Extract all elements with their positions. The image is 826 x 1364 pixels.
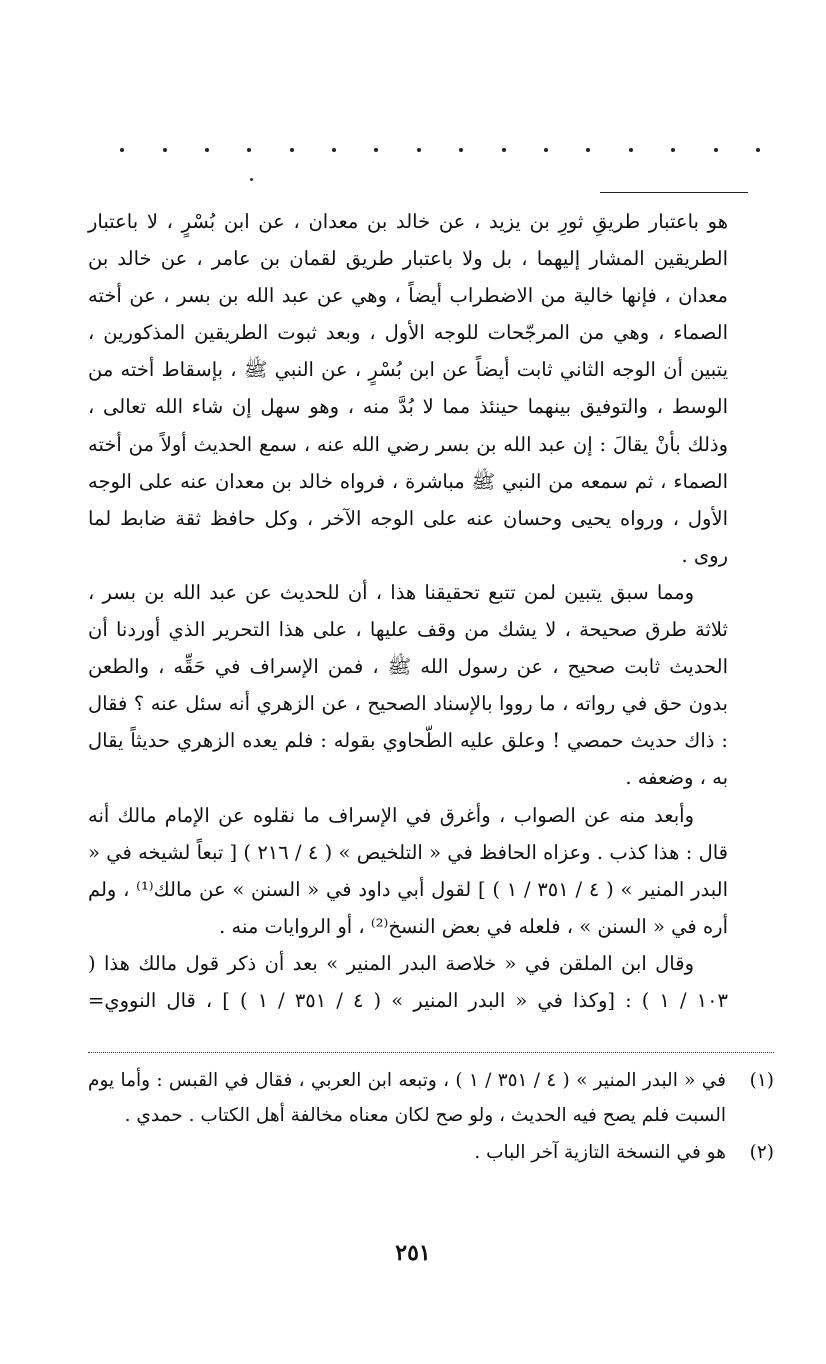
- header-dot-ornament: [120, 148, 760, 152]
- footnote-text: في « البدر المنير » ( ٤ / ٣٥١ / ١ ) ، وتبعه ابن العربي ، فقال في القبس : وأما يوم السبت فلم يصح فيه الحديث ، ولو صح لكان معناه مخالفة أهل الكتاب . حمدي .: [88, 1070, 726, 1126]
- footnote-2: [88, 1135, 774, 1170]
- footnote-separator: [88, 1052, 774, 1053]
- footnote-text: هو في النسخة التازية آخر الباب .: [474, 1142, 726, 1163]
- paragraph-continuation: هو باعتبار طريقِ ثورِ بن يزيد ، عن خالد بن معدان ، عن ابن بُسْرٍ ، لا باعتبار الطريقين المشار إليهما ، بل ولا باعتبار طريق لقمان بن عامر ، عن خالد بن معدان ، فإنها خالية من الاضطراب أيضاً ، وهي عن عبد الله بن بسر ، عن أخته الصماء ، وهي من المرجّحات للوجه الأول ، وبعد ثبوت الطريقين المذكورين ، يتبين أن الوجه الثاني ثابت أيضاً عن ابن بُسْرٍ ، عن النبي ﷺ ، بإسقاط أخته من الوسط ، والتوفيق بينهما حينئذ مما لا بُدَّ منه ، وهو سهل إن شاء الله تعالى ، وذلك بأنْ يقالَ : إن عبد الله بن بسر رضي الله عنه ، سمع الحديث أولاً من أخته الصماء ، ثم سمعه من النبي ﷺ مباشرة ، فرواه خالد بن معدان عنه على الوجه الأول ، ورواه يحيى وحسان عنه على الوجه الآخر ، وكل حافظ ثقة ضابط لما روى .: [88, 210, 728, 567]
- paragraph-ibn-mulaqqin: وقال ابن الملقن في « خلاصة البدر المنير » بعد أن ذكر قول مالك هذا ( ١٠٣ / ١ ) : [وكذا في « البدر المنير » ( ٤ / ٣٥١ / ١ ) ] ، قال النووي=: [88, 951, 729, 1012]
- footnote-1: [88, 1063, 774, 1133]
- page-number: ٢٥١: [395, 1240, 431, 1266]
- stray-dot: [250, 178, 253, 181]
- footnote-number: (١): [749, 1070, 774, 1091]
- main-text: [88, 203, 728, 1019]
- paragraph-malik-statement: وأبعد منه عن الصواب ، وأغرق في الإسراف ما نقلوه عن الإمام مالك أنه قال : هذا كذب . وعزاه الحافظ في « التلخيص » ( ٤ / ٢١٦ ) [ تبعاً لشيخه في « البدر المنير » ( ٤ / ٣٥١ / ١ ) ] لقول أبي داود في « السنن » عن مالك⁽¹⁾ ، ولم أره في « السنن » ، فلعله في بعض النسخ⁽²⁾ ، أو الروايات منه .: [88, 803, 729, 938]
- footnote-number: (٢): [749, 1142, 774, 1163]
- paragraph-analysis: ومما سبق يتبين لمن تتبع تحقيقنا هذا ، أن للحديث عن عبد الله بن بسر ، ثلاثة طرق صحيحة ، لا يشك من وقف عليها ، على هذا التحرير الذي أوردنا أن الحديث ثابت صحيح ، عن رسول الله ﷺ ، فمن الإسراف في حَقِّه ، والطعن بدون حق في رواته ، ما رووا بالإسناد الصحيح ، عن الزهري أنه سئل عنه ؟ فقال : ذاك حديث حمصي ! وعلق عليه الطّحاوي بقوله : فلم يعده الزهري حديثاً يقال به ، وضعفه .: [88, 580, 728, 790]
- continuation-rule: [600, 192, 748, 193]
- footnotes: [88, 1063, 774, 1172]
